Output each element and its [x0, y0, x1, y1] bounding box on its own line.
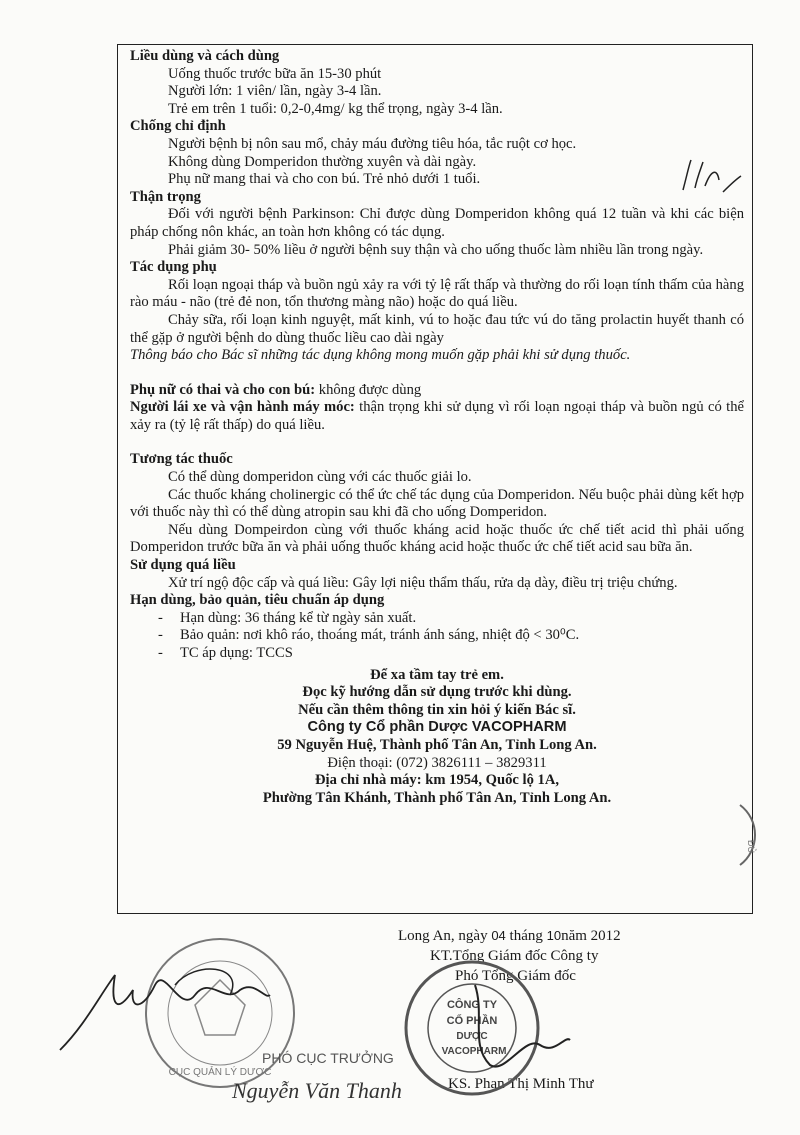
margin-initials	[675, 150, 745, 200]
section-title-precautions: Thận trọng	[130, 188, 201, 205]
section-title-side-effects: Tác dụng phụ	[130, 259, 217, 276]
section-title-storage: Hạn dùng, bảo quản, tiêu chuẩn áp dụng	[130, 592, 385, 609]
signature-role: Phó Tổng Giám đốc	[455, 968, 576, 984]
warning-line: Nếu cần thêm thông tin xin hỏi ý kiến Bác sĩ.	[298, 701, 576, 718]
driving-title: Người lái xe và vận hành máy móc:	[130, 399, 355, 416]
pregnancy-line	[130, 382, 744, 400]
driving-text: thận trọng khi sử dụng vì rối loạn ngoại tháp và buồn ngủ có thể xảy ra (tỷ lệ rất thấp) do quá liều.	[130, 399, 744, 433]
margin-stamp	[730, 800, 770, 870]
signer-name: KS. Phan Thị Minh Thư	[448, 1076, 594, 1092]
storage-item: - TC áp dụng: TCCS	[158, 645, 293, 661]
side-effect-paragraph: Rối loạn ngoại tháp và buồn ngủ xảy ra với tỷ lệ rất thấp và thường do rối loạn tính thấm của hàng rào máu - não (trẻ đẻ non, tổn thương màng não) hoặc do quá liều.	[130, 276, 744, 311]
stamp-text: VACOPHARM	[441, 1046, 507, 1057]
section-title-contraindications: Chống chỉ định	[130, 118, 226, 135]
stamp-text: CÔNG TY	[446, 999, 498, 1011]
factory-address-line: Địa chỉ nhà máy: km 1954, Quốc lộ 1A,	[314, 772, 560, 789]
interaction-paragraph: Có thể dùng domperidon cùng với các thuốc giải lo.	[168, 469, 472, 486]
stamp-text: CỔ PHẦN	[446, 1015, 498, 1027]
dosage-line: Trẻ em trên 1 tuổi: 0,2-0,4mg/ kg thể trọng, ngày 3-4 lần.	[168, 100, 503, 117]
interaction-paragraph: Các thuốc kháng cholinergic có thể ức chế tác dụng của Domperidon. Nếu buộc phải dùng kết hợp với thuốc này thì có thể dùng atropin sau khi đã cho uống Domperidon.	[130, 486, 744, 521]
section-title-overdose: Sử dụng quá liều	[130, 557, 236, 574]
leaflet-content	[130, 48, 744, 807]
margin-stamp-text: ĐỦ	[746, 840, 756, 853]
driving-paragraph	[130, 399, 744, 434]
warning-line: Để xa tầm tay trẻ em.	[370, 666, 504, 683]
signature-date: Long An, ngày 04 tháng 10năm 2012	[398, 928, 621, 944]
side-effect-paragraph: Chảy sữa, rối loạn kinh nguyệt, mất kinh, vú to hoặc đau tức vú do tăng prolactin huyết thanh có thể gặp ở người bệnh do dùng thuốc liều cao dài ngày	[130, 311, 744, 346]
pregnancy-text: không được dùng	[315, 381, 422, 398]
dosage-line: Người lớn: 1 viên/ lần, ngày 3-4 lần.	[168, 83, 382, 100]
seal-text: CỤC QUẢN LÝ DƯỢC	[168, 1067, 272, 1078]
overdose-paragraph: Xử trí ngộ độc cấp và quá liều: Gây lợi niệu thẩm thấu, rửa dạ dày, điều trị triệu chứng.	[168, 574, 678, 591]
storage-item: - Hạn dùng: 36 tháng kể từ ngày sản xuất.	[158, 609, 417, 626]
company-phone: Điện thoại: (072) 3826111 – 3829311	[327, 754, 547, 771]
section-title-interactions: Tương tác thuốc	[130, 451, 233, 468]
contraindication-line: Phụ nữ mang thai và cho con bú. Trẻ nhỏ dưới 1 tuổi.	[168, 171, 481, 188]
pregnancy-title: Phụ nữ có thai và cho con bú:	[130, 381, 316, 398]
section-title-dosage: Liều dùng và cách dùng	[130, 48, 280, 64]
handwritten-signature-official	[55, 955, 275, 1065]
factory-address-line: Phường Tân Khánh, Thành phố Tân An, Tỉnh Long An.	[262, 789, 612, 806]
company-address: 59 Nguyễn Huệ, Thành phố Tân An, Tỉnh Long An.	[277, 736, 597, 753]
storage-item: - Bảo quản: nơi khô ráo, thoáng mát, tránh ánh sáng, nhiệt độ < 30⁰C.	[158, 627, 580, 644]
precaution-paragraph: Phải giảm 30- 50% liều ở người bệnh suy thận và cho uống thuốc làm nhiều lần trong ngày.	[168, 241, 704, 258]
warning-line: Đọc kỹ hướng dẫn sử dụng trước khi dùng.	[302, 684, 572, 701]
signature-role: KT.Tổng Giám đốc Công ty	[430, 948, 599, 964]
official-name: Nguyễn Văn Thanh	[232, 1078, 402, 1103]
handwritten-signature-director	[455, 975, 575, 1085]
contraindication-line: Không dùng Domperidon thường xuyên và dài ngày.	[168, 153, 477, 170]
dosage-line: Uống thuốc trước bữa ăn 15-30 phút	[168, 65, 382, 82]
contraindication-line: Người bệnh bị nôn sau mổ, chảy máu đường tiêu hóa, tắc ruột cơ học.	[168, 135, 577, 152]
official-title: PHÓ CỤC TRƯỞNG	[262, 1050, 394, 1066]
precaution-paragraph: Đối với người bệnh Parkinson: Chỉ được dùng Domperidon không quá 12 tuần và khi các biện pháp chống nôn khác, an toàn hơn không có tác dụng.	[130, 206, 744, 240]
side-effect-notice: Thông báo cho Bác sĩ những tác dụng không mong muốn gặp phải khi sử dụng thuốc.	[130, 347, 631, 364]
stamp-text: DƯỢC	[456, 1031, 488, 1042]
interaction-paragraph: Nếu dùng Dompeirdon cùng với thuốc kháng acid hoặc thuốc ức chế tiết acid thì phải uống Domperidon trước bữa ăn và phải uống thuốc kháng acid hoặc thuốc ức chế tiết acid sau bữa ăn.	[130, 521, 744, 556]
company-name: Công ty Cổ phần Dược VACOPHARM	[307, 719, 567, 736]
